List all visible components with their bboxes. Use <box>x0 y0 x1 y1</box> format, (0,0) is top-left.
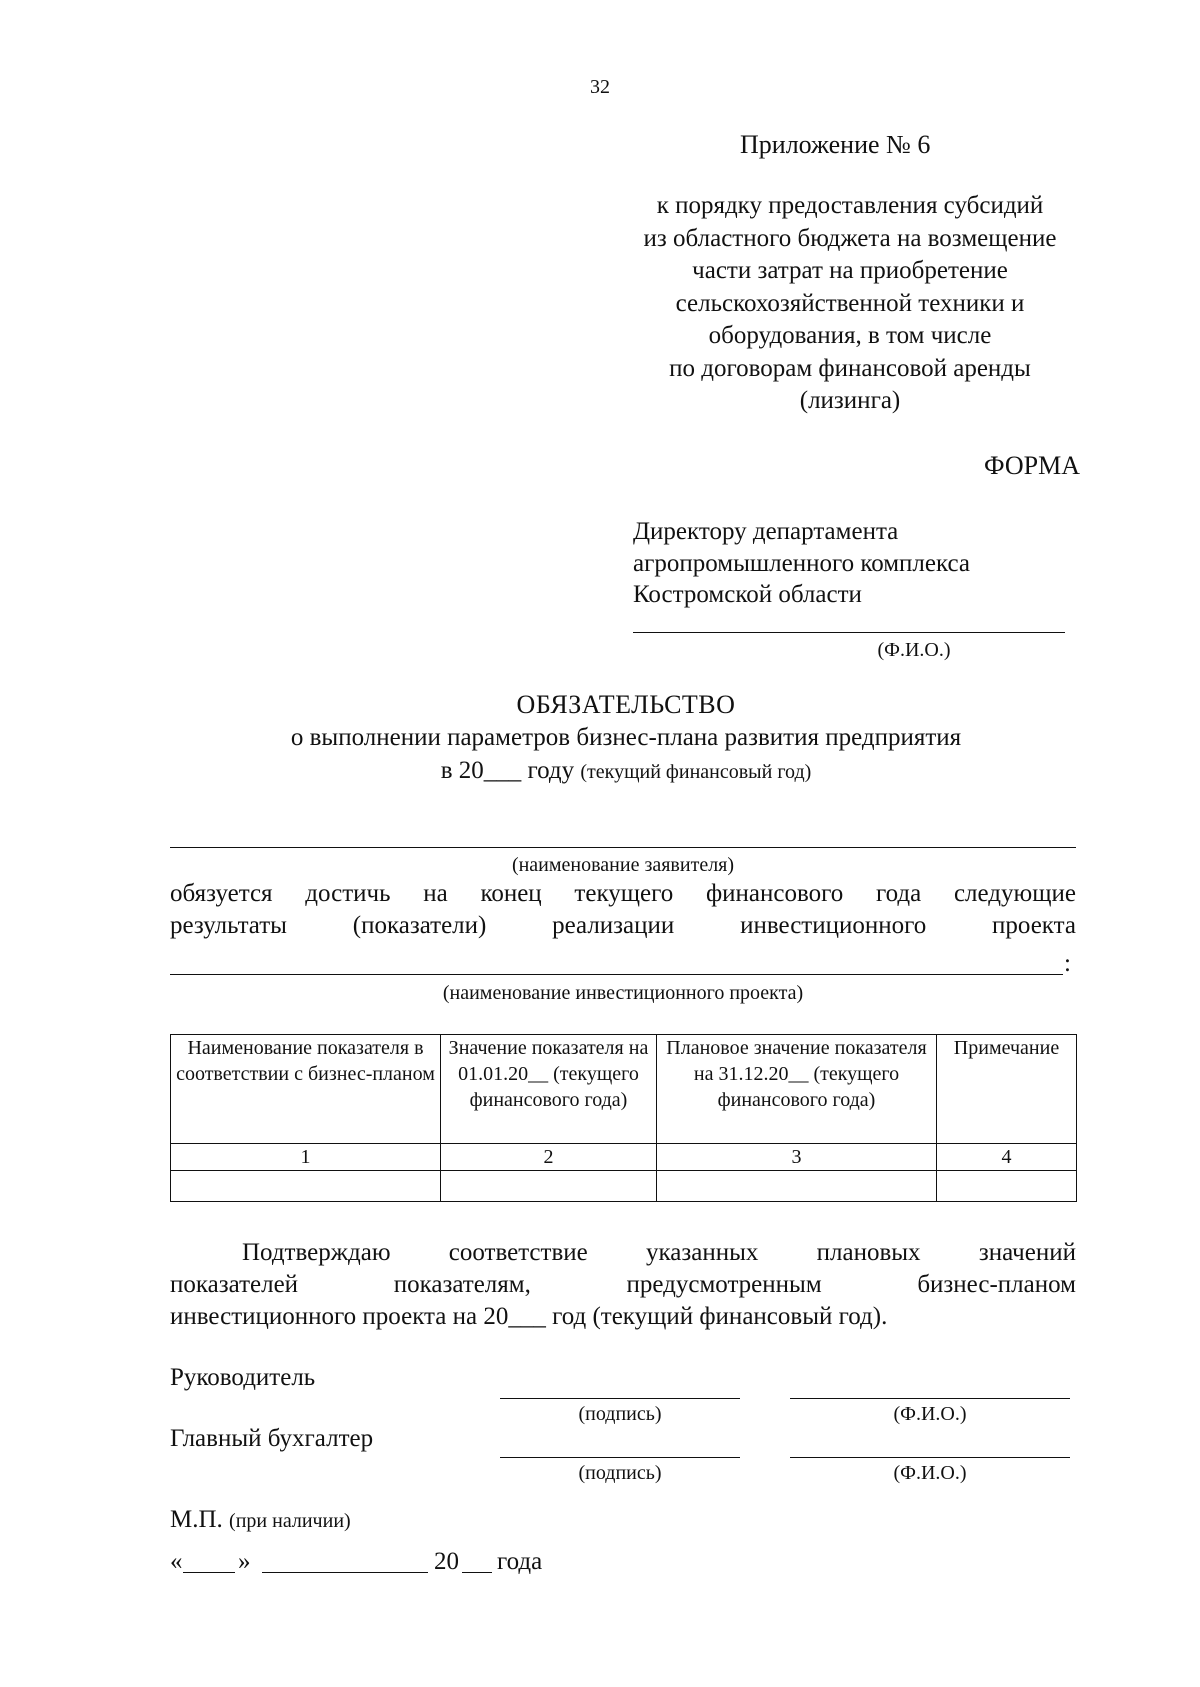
project-colon: : <box>1064 950 1071 977</box>
date-close-quote: » <box>238 1548 251 1575</box>
addressee-line: Костромской области <box>633 581 862 608</box>
body-word: проекта <box>992 912 1076 939</box>
confirmation-word: указанных <box>645 1239 759 1266</box>
applicant-caption: (наименование заявителя) <box>511 854 735 876</box>
appendix-title: Приложение № 6 <box>740 130 931 159</box>
confirmation-word: бизнес-планом <box>917 1271 1076 1298</box>
body-word: обязуется <box>170 880 273 907</box>
form-label: ФОРМА <box>984 451 1080 480</box>
project-name-field[interactable] <box>170 974 1063 975</box>
head-fio-caption: (Ф.И.О.) <box>893 1403 967 1425</box>
table-header-note: Примечание <box>937 1035 1077 1144</box>
signature-role-head: Руководитель <box>170 1364 316 1391</box>
appendix-subtitle <box>600 190 1100 418</box>
confirmation-line-3: инвестиционного проекта на 20___ год (текущий финансовый год). <box>170 1303 888 1330</box>
column-number: 4 <box>937 1144 1077 1171</box>
date-year-prefix: 20 <box>434 1548 459 1575</box>
applicant-name-field[interactable] <box>170 847 1076 848</box>
confirmation-word: плановых <box>816 1239 921 1266</box>
body-word: года <box>875 880 922 907</box>
head-fio-field[interactable] <box>790 1398 1070 1399</box>
document-subtitle: о выполнении параметров бизнес-плана развития предприятия <box>290 724 962 751</box>
body-word: инвестиционного <box>740 912 927 939</box>
addressee-block <box>633 516 970 611</box>
stamp-mark: М.П. <box>170 1506 223 1533</box>
project-caption: (наименование инвестиционного проекта) <box>442 982 804 1004</box>
confirmation-word: предусмотренным <box>626 1271 822 1298</box>
table-header-value-start: Значение показателя на 01.01.20__ (текущего финансового года) <box>441 1035 657 1144</box>
column-number: 2 <box>441 1144 657 1171</box>
document-year-prefix: в 20___ году <box>440 757 575 784</box>
body-word: финансового <box>705 880 844 907</box>
signature-role-accountant: Главный бухгалтер <box>170 1425 374 1452</box>
stamp-note: (при наличии) <box>229 1510 351 1532</box>
table-header-planned-value: Плановое значение показателя на 31.12.20__ (текущего финансового года) <box>657 1035 937 1144</box>
appendix-subtitle-line: (лизинга) <box>799 387 901 414</box>
body-line-2 <box>170 912 1076 940</box>
column-number: 3 <box>657 1144 937 1171</box>
accountant-fio-field[interactable] <box>790 1457 1070 1458</box>
table-row <box>171 1171 1077 1202</box>
body-word: достичь <box>305 880 391 907</box>
accountant-fio-caption: (Ф.И.О.) <box>893 1462 967 1484</box>
date-day-field[interactable] <box>183 1572 235 1573</box>
date-year-field[interactable] <box>462 1572 492 1573</box>
table-cell-input[interactable] <box>657 1171 937 1202</box>
appendix-subtitle-line: к порядку предоставления субсидий <box>656 192 1044 219</box>
page-number: 32 <box>590 76 610 98</box>
date-suffix: года <box>497 1548 543 1575</box>
table-number-row <box>171 1144 1077 1171</box>
date-month-field[interactable] <box>262 1572 428 1573</box>
confirmation-word: соответствие <box>448 1239 588 1266</box>
body-word: (показатели) <box>352 912 487 939</box>
body-word: текущего <box>574 880 674 907</box>
table-cell-input[interactable] <box>441 1171 657 1202</box>
confirmation-line-2 <box>170 1269 1076 1301</box>
head-signature-caption: (подпись) <box>578 1403 662 1425</box>
body-word: следующие <box>953 880 1076 907</box>
column-number: 1 <box>171 1144 441 1171</box>
confirmation-word: значений <box>978 1239 1076 1266</box>
table-cell-input[interactable] <box>937 1171 1077 1202</box>
addressee-fio-field[interactable] <box>633 632 1065 633</box>
document-year-note: (текущий финансовый год) <box>580 761 812 783</box>
appendix-subtitle-line: оборудования, в том числе <box>708 322 992 349</box>
body-line-1 <box>170 880 1076 908</box>
appendix-subtitle-line: по договорам финансовой аренды <box>669 354 1031 382</box>
addressee-line: агропромышленного комплекса <box>633 549 971 577</box>
confirmation-word: Подтверждаю <box>242 1239 391 1266</box>
appendix-subtitle-line: сельскохозяйственной техники и <box>675 289 1025 317</box>
table-header-indicator-name: Наименование показателя в соответствии с бизнес-планом <box>171 1035 441 1144</box>
document-title: ОБЯЗАТЕЛЬСТВО <box>516 690 736 719</box>
table-cell-input[interactable] <box>171 1171 441 1202</box>
addressee-fio-caption: (Ф.И.О.) <box>877 639 951 661</box>
appendix-subtitle-line: части затрат на приобретение <box>692 257 1008 284</box>
confirmation-word: показателей <box>170 1271 299 1298</box>
body-word: конец <box>480 880 542 907</box>
body-word: результаты <box>170 912 287 939</box>
accountant-signature-caption: (подпись) <box>578 1462 662 1484</box>
document-year <box>0 757 1200 785</box>
confirmation-word: показателям, <box>393 1271 531 1298</box>
appendix-subtitle-line: из областного бюджета на возмещение <box>643 224 1057 252</box>
addressee-line: Директору департамента <box>633 518 899 545</box>
accountant-signature-field[interactable] <box>500 1457 740 1458</box>
body-word: на <box>423 880 448 907</box>
head-signature-field[interactable] <box>500 1398 740 1399</box>
table-header-row <box>171 1035 1077 1144</box>
stamp-label <box>170 1506 351 1534</box>
confirmation-line-1 <box>170 1237 1076 1269</box>
date-open-quote: « <box>170 1548 183 1575</box>
indicators-table <box>170 1034 1077 1202</box>
body-word: реализации <box>552 912 675 939</box>
